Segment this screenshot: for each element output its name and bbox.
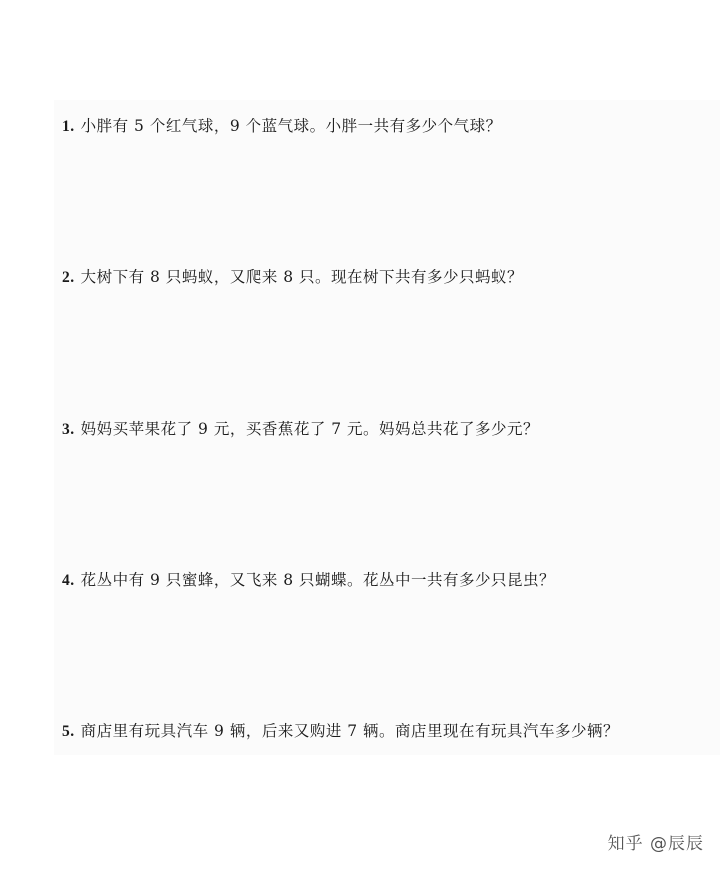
problem-text: 小胖有 5 个红气球，9 个蓝气球。小胖一共有多少个气球？: [80, 117, 502, 135]
problem-number: 4.: [62, 572, 75, 589]
problem-number: 1.: [62, 118, 75, 135]
problem-text: 大树下有 8 只蚂蚁，又爬来 8 只。现在树下共有多少只蚂蚁？: [80, 268, 524, 286]
problem-5: [62, 720, 619, 743]
problem-text: 妈妈买苹果花了 9 元，买香蕉花了 7 元。妈妈总共花了多少元？: [80, 420, 540, 438]
problem-2: [62, 266, 523, 289]
problem-number: 2.: [62, 269, 75, 286]
watermark: 知乎 @辰辰: [607, 834, 704, 854]
problem-number: 5.: [62, 723, 75, 740]
problem-number: 3.: [62, 421, 75, 438]
problem-text: 商店里有玩具汽车 9 辆，后来又购进 7 辆。商店里现在有玩具汽车多少辆？: [80, 722, 620, 740]
problem-3: [62, 418, 539, 441]
problem-1: [62, 115, 502, 138]
problem-4: [62, 569, 555, 592]
problem-text: 花丛中有 9 只蜜蜂，又飞来 8 只蝴蝶。花丛中一共有多少只昆虫？: [80, 571, 556, 589]
